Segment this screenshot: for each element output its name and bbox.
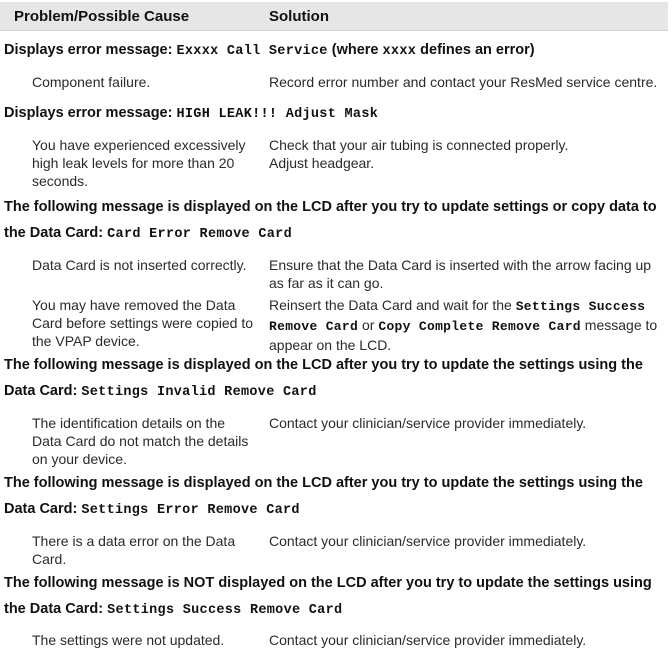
section-title-text: Data Card:: [4, 501, 82, 517]
solution-cell: Record error number and contact your ResMed service centre.: [269, 74, 658, 90]
cause-cell: You have experienced excessively high leak levels for more than 20 seconds.: [32, 137, 246, 189]
lcd-message: Settings Success Remove Card: [269, 299, 646, 334]
section-title: [4, 383, 317, 400]
cause-cell: Data Card is not inserted correctly.: [32, 257, 247, 273]
error-code: Settings Success Remove Card: [107, 603, 343, 618]
solution-text: or: [358, 317, 379, 333]
section-title-text: defines an error): [416, 42, 535, 58]
section-title-text: Displays error message:: [4, 105, 177, 121]
section-title-text: (where: [327, 42, 383, 58]
section-title: [4, 601, 342, 618]
solution-cell: Contact your clinician/service provider immediately.: [269, 533, 587, 549]
section-title-line1: The following message is NOT displayed on the LCD after you try to update the settings using: [4, 575, 652, 591]
section-title: [4, 501, 300, 518]
error-code: Settings Error Remove Card: [81, 503, 300, 518]
solution-cell: Contact your clinician/service provider immediately.: [269, 632, 587, 648]
table-header: [0, 2, 668, 31]
section-title-line1: The following message is displayed on the LCD after you try to update settings or copy data to: [4, 199, 657, 215]
section-title: [4, 42, 535, 59]
error-code: Settings Invalid Remove Card: [81, 385, 317, 400]
section-title-text: the Data Card:: [4, 601, 108, 617]
cause-cell: The settings were not updated.: [32, 632, 225, 648]
section-title-text: Displays error message:: [4, 42, 177, 58]
section-title-line1: The following message is displayed on the LCD after you try to update the settings using the: [4, 475, 643, 491]
error-code-placeholder: xxxx: [382, 44, 417, 59]
header-cause: Problem/Possible Cause: [14, 8, 190, 25]
error-code: Exxxx Call Service: [176, 44, 328, 59]
section-title: [4, 225, 292, 242]
header-solution: Solution: [269, 8, 329, 25]
section-title-text: the Data Card:: [4, 225, 108, 241]
cause-cell: There is a data error on the Data Card.: [32, 533, 236, 567]
error-code: Card Error Remove Card: [107, 227, 292, 242]
solution-cell: [269, 136, 669, 172]
solution-text: message to appear on the LCD.: [269, 317, 658, 353]
cause-cell: Component failure.: [32, 74, 151, 90]
solution-line: Check that your air tubing is connected properly.: [269, 137, 569, 153]
cause-cell: You may have removed the Data Card before settings were copied to the VPAP device.: [32, 297, 254, 349]
section-title-text: Data Card:: [4, 383, 82, 399]
solution-text: Reinsert the Data Card and wait for the: [269, 297, 516, 313]
error-code: HIGH LEAK!!! Adjust Mask: [176, 107, 379, 122]
solution-cell: Contact your clinician/service provider immediately.: [269, 415, 587, 431]
section-title: [4, 105, 378, 122]
section-title-line1: The following message is displayed on the LCD after you try to update the settings using the: [4, 357, 643, 373]
lcd-message: Copy Complete Remove Card: [378, 319, 581, 334]
solution-cell: [269, 296, 669, 354]
cause-cell: The identification details on the Data Card do not match the details on your device.: [32, 415, 249, 467]
solution-line: Adjust headgear.: [269, 155, 375, 171]
solution-cell: Ensure that the Data Card is inserted with the arrow facing up as far as it can go.: [269, 257, 652, 291]
